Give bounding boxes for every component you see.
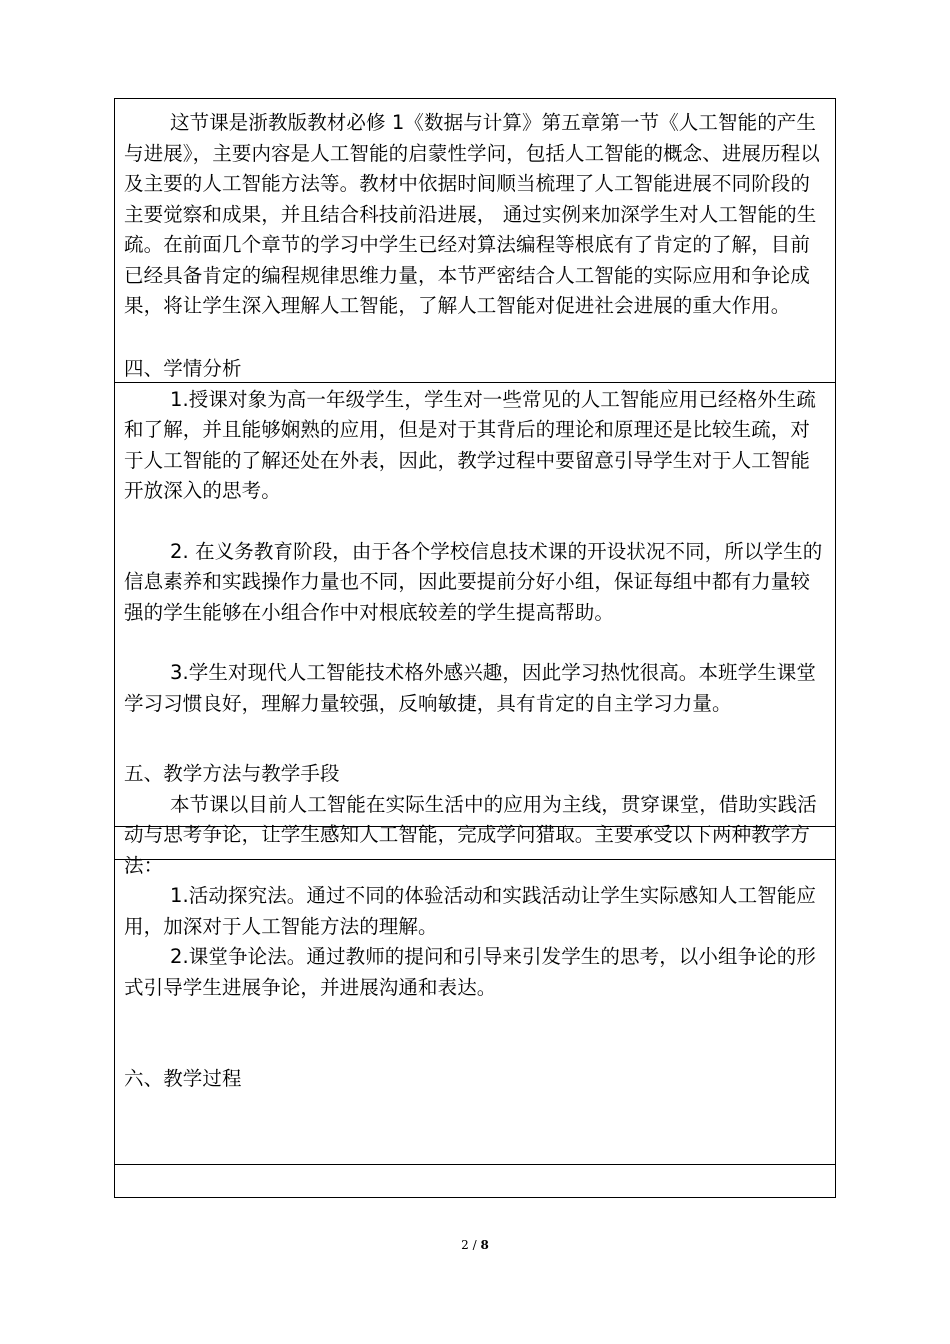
intro-paragraph: 这节课是浙教版教材必修 1《数据与计算》第五章第一节《人工智能的产生与进展》，主要内容是人工智能的启蒙性学问，包括人工智能的概念、进展历程以及主要的人工智能方法等。教材中依据时间顺当梳理了人工智能进展不同阶段的主要觉察和成果，并且结合科技前沿进展， 通过实例来加深学生对人工智能的生疏。在前面几个章节的学习中学生已经对算法编程等根底有了肯定的了解，目前已经具备肯定的编程规律思维力量，本节严密结合人工智能的实际应用和争论成果，将让学生深入理解人工智能，了解人工智能对促进社会进展的重大作用。 bbox=[124, 111, 820, 317]
page-separator: / bbox=[468, 1238, 481, 1252]
section-6 bbox=[124, 1064, 824, 1095]
page-current: 2 bbox=[461, 1238, 469, 1252]
section-4-item-3: 3.学生对现代人工智能技术格外感兴趣，因此学习热忱很高。本班学生课堂学习习惯良好，理解力量较强，反响敏捷，具有肯定的自主学习力量。 bbox=[124, 661, 817, 715]
page-number bbox=[0, 1238, 950, 1252]
section-4-item-2: 2. 在义务教育阶段，由于各个学校信息技术课的开设状况不同，所以学生的信息素养和实践操作力量也不同，因此要提前分好小组，保证每组中都有力量较强的学生能够在小组合作中对根底较差的学生提高帮助。 bbox=[124, 539, 823, 624]
section-5-intro: 本节课以目前人工智能在实际生活中的应用为主线，贯穿课堂，借助实践活动与思考争论，让学生感知人工智能，完成学问猎取。主要承受以下两种教学方法： bbox=[124, 792, 817, 877]
table-row-divider bbox=[114, 1164, 836, 1165]
section-5-heading: 五、教学方法与教学手段 bbox=[124, 762, 340, 785]
section-4-item-1: 1.授课对象为高一年级学生，学生对一些常见的人工智能应用已经格外生疏和了解，并且能够娴熟的应用，但是对于其背后的理论和原理还是比较生疏，对于人工智能的了解还处在外表，因此，教学过程中要留意引导学生对于人工智能开放深入的思考。 bbox=[124, 387, 817, 502]
section-4 bbox=[124, 354, 824, 719]
intro-section bbox=[124, 108, 824, 322]
section-5-method-2: 2.课堂争论法。通过教师的提问和引导来引发学生的思考，以小组争论的形式引导学生进展争论，并进展沟通和表达。 bbox=[124, 945, 817, 999]
section-5 bbox=[124, 759, 824, 1003]
page-total: 8 bbox=[480, 1238, 489, 1252]
section-6-heading: 六、教学过程 bbox=[124, 1067, 242, 1090]
section-4-heading: 四、学情分析 bbox=[124, 357, 242, 380]
section-5-method-1: 1.活动探究法。通过不同的体验活动和实践活动让学生实际感知人工智能应用，加深对于人工智能方法的理解。 bbox=[124, 884, 817, 938]
